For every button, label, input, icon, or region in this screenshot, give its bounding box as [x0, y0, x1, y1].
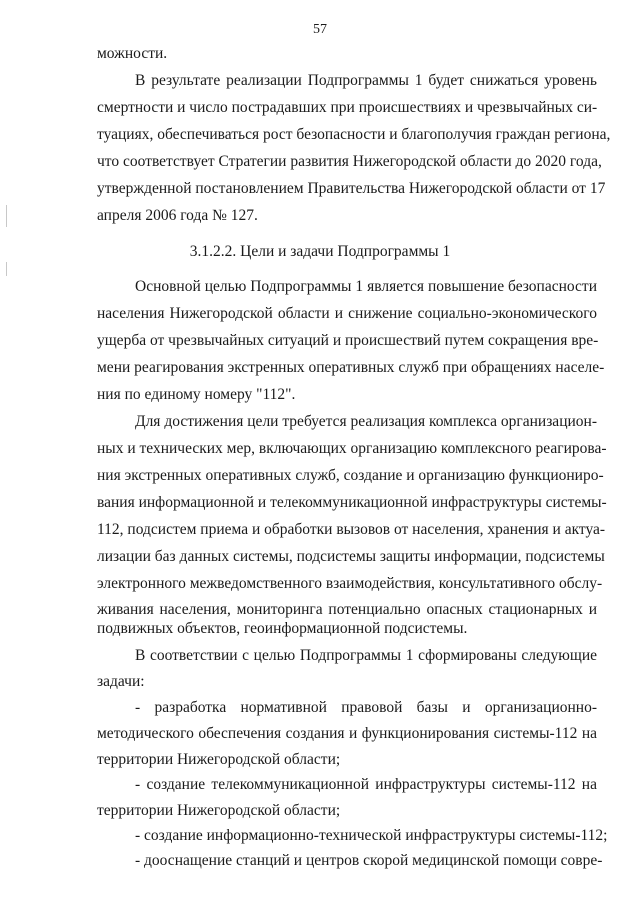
text-line: электронного межведомственного взаимодействия, консультативного обслу- — [97, 575, 603, 592]
text-line: Основной целью Подпрограммы 1 является повышение безопасности — [135, 278, 597, 295]
margin-mark — [6, 262, 7, 276]
text-line: - создание телекоммуникационной инфраструктуры системы-112 на — [135, 776, 597, 793]
text-line: ных и технических мер, включающих организацию комплексного реагирова- — [97, 440, 607, 457]
text-line: ущерба от чрезвычайных ситуаций и происшествий путем сокращения вре- — [97, 332, 599, 349]
text-line: ния экстренных оперативных служб, создание и организацию функциониро- — [97, 467, 604, 484]
page-number: 57 — [313, 22, 327, 37]
text-line: что соответствует Стратегии развития Нижегородской области до 2020 года, — [97, 153, 602, 170]
text-line: Для достижения цели требуется реализация комплекса организацион- — [135, 413, 597, 430]
text-line: территории Нижегородской области; — [97, 802, 341, 819]
text-line: населения Нижегородской области и снижение социально-экономического — [97, 305, 597, 322]
text-line: методического обеспечения создания и функционирования системы-112 на — [97, 725, 597, 742]
text-line: 112, подсистем приема и обработки вызовов от населения, хранения и актуа- — [97, 521, 606, 538]
text-line: апреля 2006 года № 127. — [97, 207, 258, 224]
text-line: мени реагирования экстренных оперативных служб при обращениях населе- — [97, 359, 605, 376]
text-line: туациях, обеспечиваться рост безопасности и благополучия граждан региона, — [97, 126, 611, 143]
margin-mark — [6, 205, 7, 227]
text-line: можности. — [97, 45, 168, 62]
text-line: вания информационной и телекоммуникационной инфраструктуры системы- — [97, 494, 607, 511]
text-line: - дооснащение станций и центров скорой медицинской помощи совре- — [135, 852, 603, 869]
text-line: лизации баз данных системы, подсистемы защиты информации, подсистемы — [97, 548, 605, 565]
section-heading: 3.1.2.2. Цели и задачи Подпрограммы 1 — [189, 243, 451, 260]
text-line: В соответствии с целью Подпрограммы 1 сформированы следующие — [135, 647, 597, 664]
text-line: ния по единому номеру "112". — [97, 386, 296, 403]
text-line: территории Нижегородской области; — [97, 751, 341, 768]
text-line: В результате реализации Подпрограммы 1 будет снижаться уровень — [135, 72, 597, 89]
text-line: утвержденной постановлением Правительства Нижегородской области от 17 — [97, 180, 606, 197]
text-line: - разработка нормативной правовой базы и организационно- — [135, 699, 597, 716]
text-line: смертности и число пострадавших при происшествиях и чрезвычайных си- — [97, 99, 598, 116]
text-line: - создание информационно-технической инфраструктуры системы-112; — [135, 827, 608, 844]
text-line: подвижных объектов, геоинформационной подсистемы. — [97, 620, 468, 637]
text-line: живания населения, мониторинга потенциально опасных стационарных и — [97, 601, 597, 618]
text-line: задачи: — [97, 673, 145, 690]
